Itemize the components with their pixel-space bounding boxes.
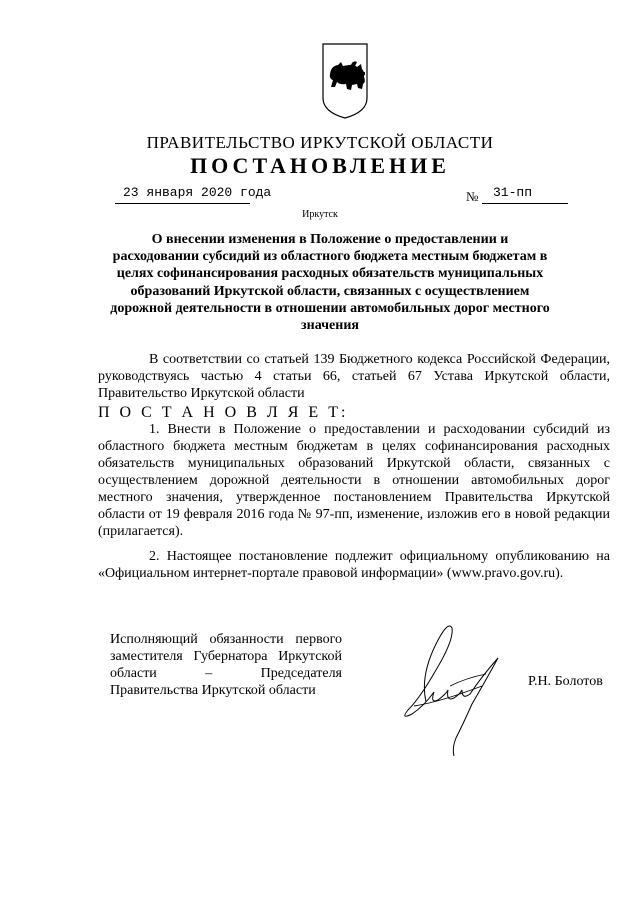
- date-underline: [115, 203, 250, 204]
- document-date: 23 января 2020 года: [123, 185, 272, 200]
- number-sign: №: [466, 189, 479, 204]
- city: Иркутск: [302, 209, 338, 220]
- document-number: 31-пп: [493, 185, 533, 200]
- number-underline: [482, 203, 568, 204]
- document-subject: О внесении изменения в Положение о предоставлении и расходовании субсидий из областного бюджета местным бюджетам в целях софинансирования расходных обязательств муниципальных образований Иркутской области, связанных с осуществлением дорожной деятельности в отношении автомобильных дорог местного значения: [110, 232, 550, 334]
- item-2-paragraph: 2. Настоящее постановление подлежит официальному опубликованию на «Официальном интернет-портале правовой информации» (www.pravo.gov.ru).: [98, 549, 610, 581]
- item-1-paragraph: 1. Внести в Положение о предоставлении и расходовании субсидий из областного бюджета местным бюджетам в целях софинансирования расходных обязательств муниципальных образований Иркутской области, связанных с осуществлением дорожной деятельности в отношении автомобильных дорог местного значения, утвержденное постановлением Правительства Иркутской области от 19 февраля 2016 года № 97-пп, изменение, изложив его в новой редакции (прилагается).: [98, 422, 610, 539]
- document-type: ПОСТАНОВЛЕНИЕ: [190, 153, 450, 178]
- government-name: ПРАВИТЕЛЬСТВО ИРКУТСКОЙ ОБЛАСТИ: [146, 133, 494, 152]
- decree-word: П О С Т А Н О В Л Я Е Т:: [98, 404, 349, 421]
- signer-name: Р.Н. Болотов: [528, 674, 603, 689]
- signature-image: [390, 606, 510, 766]
- preamble-paragraph: В соответствии со статьей 139 Бюджетного кодекса Российской Федерации, руководствуясь частью 4 статьи 66, статьей 67 Устава Иркутской области, Правительство Иркутской области: [98, 352, 610, 401]
- coat-of-arms-icon: [321, 42, 369, 120]
- signer-title: Исполняющий обязанности первого заместителя Губернатора Иркутской области – Председателя Правительства Иркутской области: [110, 632, 342, 698]
